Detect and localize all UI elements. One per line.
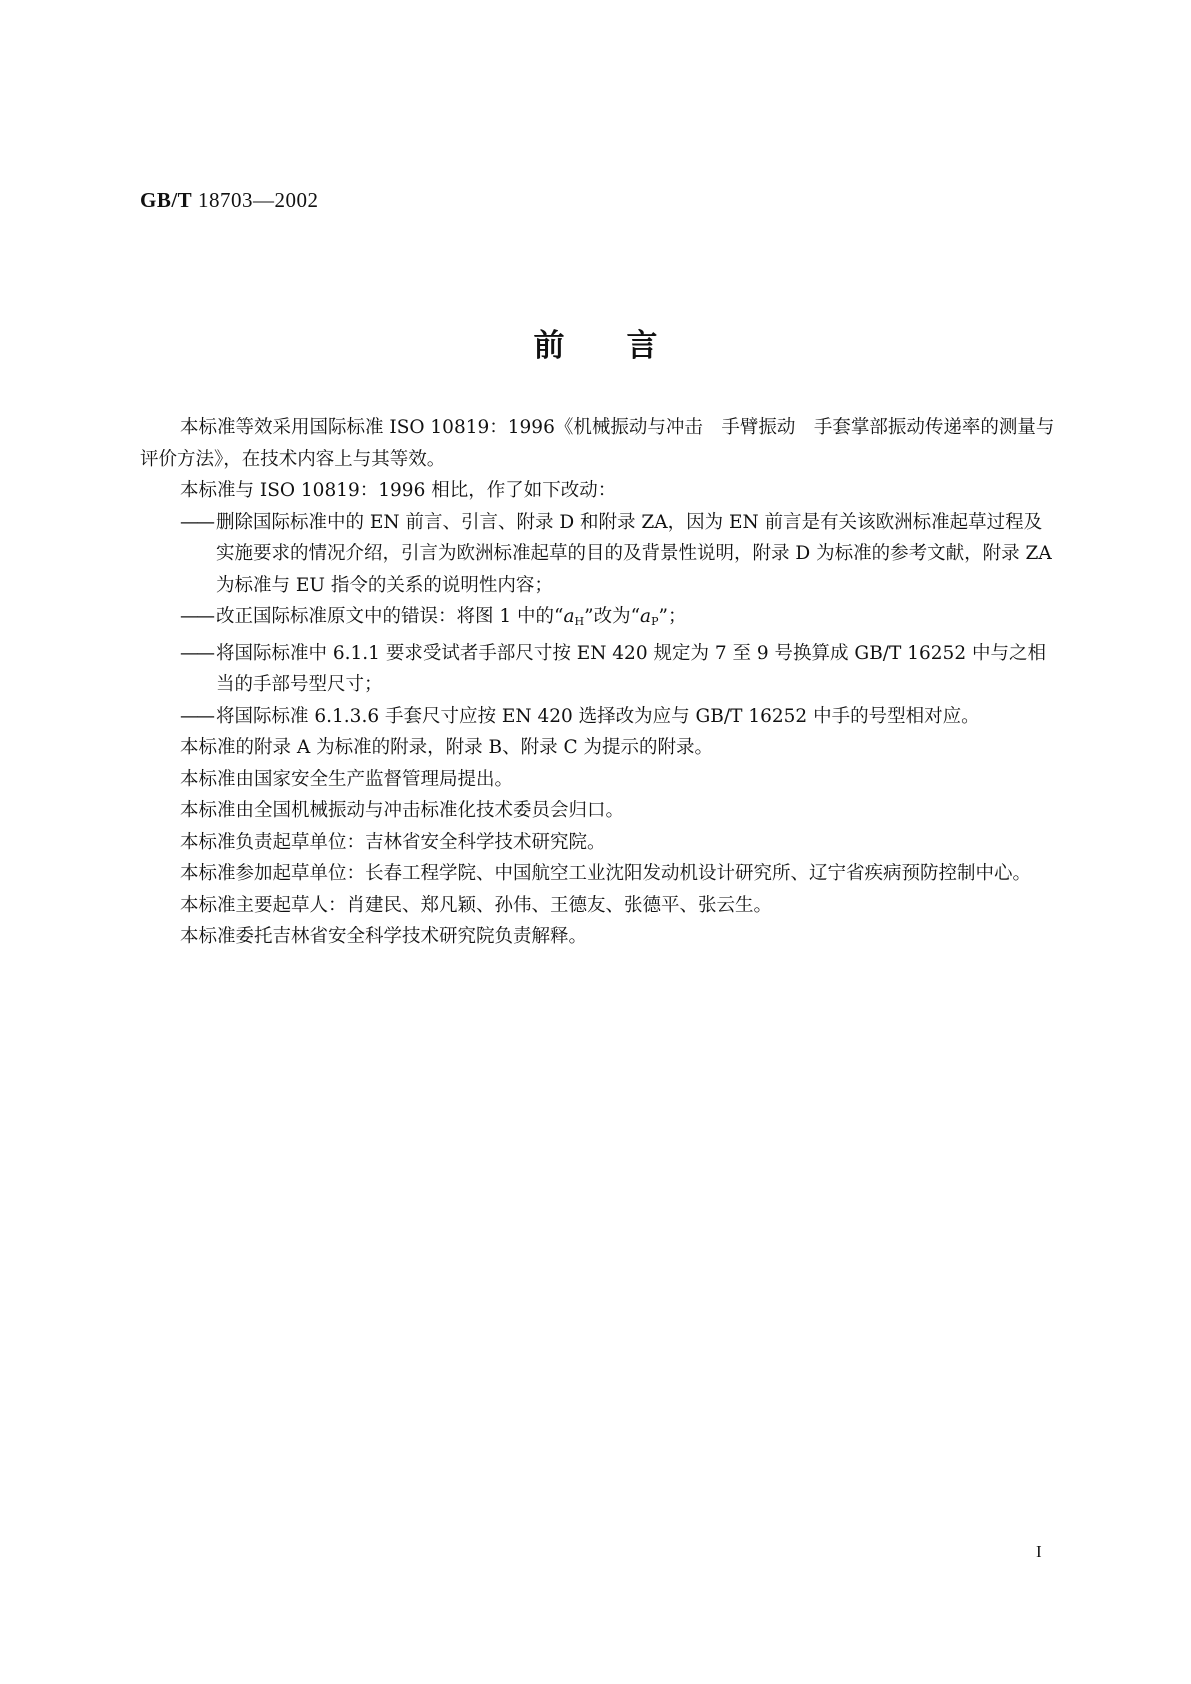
- paragraph-adoption: 本标准等效采用国际标准 ISO 10819：1996《机械振动与冲击 手臂振动 手套掌部振动传递率的测量与评价方法》，在技术内容上与其等效。: [140, 417, 1055, 470]
- change-item-2-post: ”；: [658, 606, 687, 627]
- paragraph-proposer: 本标准由国家安全生产监督管理局提出。: [180, 768, 514, 790]
- change-item-1-text: 删除国际标准中的 EN 前言、引言、附录 D 和附录 ZA，因为 EN 前言是有关该欧洲标准起草过程及实施要求的情况介绍，引言为欧洲标准起草的目的及背景性说明，附录 D 为标准的参考文献，附录 ZA 为标准与 EU 指令的关系的说明性内容；: [216, 511, 1052, 596]
- change-item-2: [140, 601, 1060, 638]
- change-item-4-text: 将国际标准 6.1.3.6 手套尺寸应按 EN 420 选择改为应与 GB/T 16252 中手的号型相对应。: [216, 705, 980, 727]
- symbol-a: a: [563, 606, 575, 627]
- page-title: 前言: [533, 328, 720, 364]
- paragraph-committee: 本标准由全国机械振动与冲击标准化技术委员会归口。: [180, 800, 625, 821]
- foreword-body: [140, 412, 1060, 953]
- page-number: I: [1036, 1542, 1042, 1561]
- paragraph-annexes: 本标准的附录 A 为标准的附录，附录 B、附录 C 为提示的附录。: [180, 737, 714, 758]
- paragraph-participating-drafters: 本标准参加起草单位：长春工程学院、中国航空工业沈阳发动机设计研究所、辽宁省疾病预防控制中心。: [180, 863, 1032, 884]
- change-item-1: [140, 507, 1060, 602]
- standard-prefix: GB/T: [140, 188, 193, 212]
- change-item-2-mid: ”改为“: [584, 606, 641, 627]
- paragraph-main-drafters: 本标准主要起草人：肖建民、郑凡颖、孙伟、王德友、张德平、张云生。: [180, 894, 773, 916]
- dash-mark: ——: [180, 705, 213, 727]
- dash-mark: ——: [180, 642, 213, 664]
- standard-code: 18703—2002: [197, 188, 319, 212]
- paragraph-lead-drafter: 本标准负责起草单位：吉林省安全科学技术研究院。: [180, 831, 606, 853]
- paragraph-changes-intro: 本标准与 ISO 10819：1996 相比，作了如下改动：: [180, 480, 617, 501]
- change-item-2-pre: 改正国际标准原文中的错误：将图 1 中的“: [216, 606, 564, 627]
- change-item-3-text: 将国际标准中 6.1.1 要求受试者手部尺寸按 EN 420 规定为 7 至 9 号换算成 GB/T 16252 中与之相当的手部号型尺寸；: [216, 642, 1046, 695]
- dash-mark: ——: [180, 606, 213, 627]
- subscript-h: H: [574, 615, 585, 628]
- standard-number: [140, 188, 318, 213]
- paragraph-interpretation: 本标准委托吉林省安全科学技术研究院负责解释。: [180, 926, 588, 947]
- symbol-a: a: [640, 606, 652, 627]
- subscript-p: P: [651, 615, 659, 628]
- dash-mark: ——: [180, 511, 213, 533]
- change-item-4: [140, 701, 1060, 733]
- change-item-3: [140, 638, 1060, 701]
